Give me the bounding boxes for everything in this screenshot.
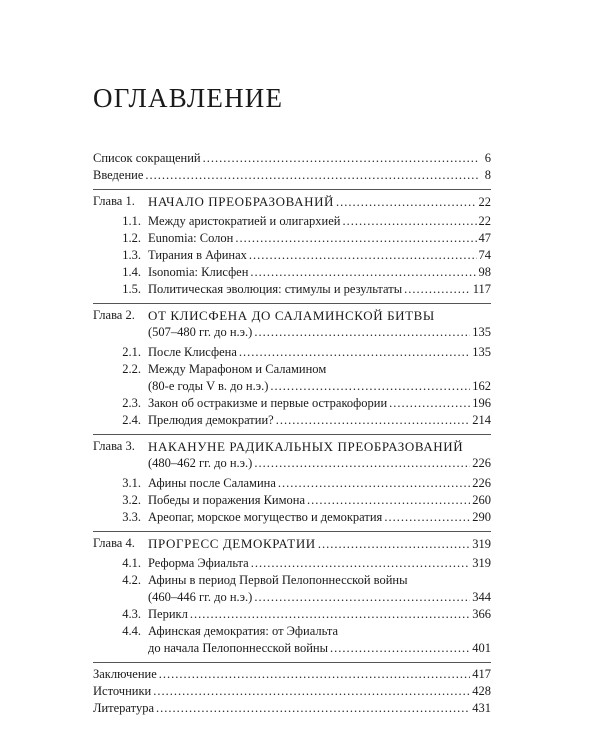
entry-page: 226 <box>472 476 491 490</box>
section-number: 1.5. <box>122 282 141 296</box>
entry-page: 226 <box>472 456 491 470</box>
toc-section[interactable] <box>93 412 491 429</box>
toc-chapter-1[interactable] <box>93 193 491 210</box>
toc-section[interactable] <box>93 361 491 378</box>
entry-title: Введение <box>93 168 144 182</box>
toc-entry-introduction[interactable] <box>93 167 491 184</box>
section-number: 2.1. <box>122 345 141 359</box>
section-title: После Клисфена <box>148 345 237 359</box>
toc-entry-conclusion[interactable] <box>93 666 491 683</box>
toc-section[interactable] <box>93 492 491 509</box>
entry-page: 401 <box>472 641 491 655</box>
entry-page: 431 <box>472 701 491 715</box>
section-number: 2.4. <box>122 413 141 427</box>
table-of-contents <box>93 150 491 717</box>
toc-section[interactable] <box>93 509 491 526</box>
chapter-title: НАКАНУНЕ РАДИКАЛЬНЫХ ПРЕОБРАЗОВАНИЙ <box>148 439 464 454</box>
chapter-title: ПРОГРЕСС ДЕМОКРАТИИ <box>148 536 316 551</box>
toc-section[interactable] <box>93 395 491 412</box>
chapter-label: Глава 4. <box>93 536 135 550</box>
toc-entry-literature[interactable] <box>93 700 491 717</box>
section-number: 4.2. <box>122 573 141 587</box>
toc-chapter-3[interactable] <box>93 438 491 455</box>
chapter-title: НАЧАЛО ПРЕОБРАЗОВАНИЙ <box>148 194 335 209</box>
section-subtitle: (460–446 гг. до н.э.) <box>148 590 253 604</box>
toc-section[interactable] <box>93 247 491 264</box>
entry-title: Литература <box>93 701 154 715</box>
toc-section[interactable] <box>93 281 491 298</box>
divider <box>93 662 491 663</box>
toc-chapter-4[interactable] <box>93 535 491 552</box>
entry-page: 98 <box>478 265 491 279</box>
section-number: 1.2. <box>122 231 141 245</box>
toc-section-continuation[interactable] <box>93 378 491 395</box>
section-number: 1.3. <box>122 248 141 262</box>
entry-page: 366 <box>472 607 491 621</box>
entry-title: Список сокращений <box>93 151 201 165</box>
entry-page: 6 <box>484 151 491 165</box>
toc-section[interactable] <box>93 264 491 281</box>
entry-title: Источники <box>93 684 152 698</box>
section-number: 3.1. <box>122 476 141 490</box>
section-title: Закон об остракизме и первые остракофории <box>148 396 388 410</box>
section-title: Перикл <box>148 607 188 621</box>
toc-chapter-2-subtitle[interactable] <box>93 324 491 341</box>
chapter-subtitle: (480–462 гг. до н.э.) <box>148 456 253 470</box>
section-subtitle: до начала Пелопоннесской войны <box>148 641 329 655</box>
section-title: Isonomia: Клисфен <box>148 265 249 279</box>
chapter-label: Глава 2. <box>93 308 135 322</box>
entry-page: 260 <box>472 493 491 507</box>
section-title: Реформа Эфиальта <box>148 556 249 570</box>
entry-page: 22 <box>478 214 491 228</box>
entry-title: Заключение <box>93 667 157 681</box>
section-number: 4.3. <box>122 607 141 621</box>
entry-page: 214 <box>472 413 491 427</box>
entry-page: 8 <box>484 168 491 182</box>
section-title: Афины в период Первой Пелопоннесской войны <box>148 573 408 587</box>
toc-section[interactable] <box>93 230 491 247</box>
section-number: 3.3. <box>122 510 141 524</box>
toc-section[interactable] <box>93 572 491 589</box>
section-number: 2.3. <box>122 396 141 410</box>
entry-page: 290 <box>472 510 491 524</box>
section-title: Тирания в Афинах <box>148 248 247 262</box>
section-title: Ареопаг, морское могущество и демократия <box>148 510 383 524</box>
divider <box>93 434 491 435</box>
divider <box>93 189 491 190</box>
divider <box>93 303 491 304</box>
toc-section[interactable] <box>93 213 491 230</box>
toc-chapter-3-subtitle[interactable] <box>93 455 491 472</box>
entry-page: 196 <box>472 396 491 410</box>
entry-page: 135 <box>472 345 491 359</box>
entry-page: 135 <box>472 325 491 339</box>
toc-section[interactable] <box>93 475 491 492</box>
section-title: Афины после Саламина <box>148 476 276 490</box>
entry-page: 162 <box>472 379 491 393</box>
section-subtitle: (80-е годы V в. до н.э.) <box>148 379 269 393</box>
section-number: 4.4. <box>122 624 141 638</box>
section-number: 1.4. <box>122 265 141 279</box>
toc-entry-abbreviations[interactable] <box>93 150 491 167</box>
section-title: Между аристократией и олигархией <box>148 214 341 228</box>
chapter-subtitle: (507–480 гг. до н.э.) <box>148 325 253 339</box>
section-title: Победы и поражения Кимона <box>148 493 305 507</box>
section-title: Прелюдия демократии? <box>148 413 274 427</box>
toc-section[interactable] <box>93 344 491 361</box>
entry-page: 22 <box>478 195 491 209</box>
entry-page: 344 <box>472 590 491 604</box>
entry-page: 319 <box>472 556 491 570</box>
section-number: 2.2. <box>122 362 141 376</box>
toc-section[interactable] <box>93 623 491 640</box>
section-title: Eunomia: Солон <box>148 231 234 245</box>
toc-section-continuation[interactable] <box>93 640 491 657</box>
divider <box>93 531 491 532</box>
chapter-label: Глава 3. <box>93 439 135 453</box>
section-number: 3.2. <box>122 493 141 507</box>
toc-chapter-2[interactable] <box>93 307 491 324</box>
section-number: 4.1. <box>122 556 141 570</box>
toc-section[interactable] <box>93 555 491 572</box>
page-title: ОГЛАВЛЕНИЕ <box>93 83 284 113</box>
entry-page: 428 <box>472 684 491 698</box>
toc-section-continuation[interactable] <box>93 589 491 606</box>
entry-page: 319 <box>472 537 491 551</box>
entry-page: 417 <box>472 667 491 681</box>
chapter-label: Глава 1. <box>93 194 135 208</box>
section-title: Афинская демократия: от Эфиальта <box>148 624 338 638</box>
chapter-title: ОТ КЛИСФЕНА ДО САЛАМИНСКОЙ БИТВЫ <box>148 308 435 323</box>
entry-page: 47 <box>478 231 491 245</box>
entry-page: 74 <box>478 248 491 262</box>
section-title: Политическая эволюция: стимулы и результаты <box>148 282 403 296</box>
entry-page: 117 <box>472 282 491 296</box>
toc-entry-sources[interactable] <box>93 683 491 700</box>
section-title: Между Марафоном и Саламином <box>148 362 327 376</box>
section-number: 1.1. <box>122 214 141 228</box>
toc-section[interactable] <box>93 606 491 623</box>
